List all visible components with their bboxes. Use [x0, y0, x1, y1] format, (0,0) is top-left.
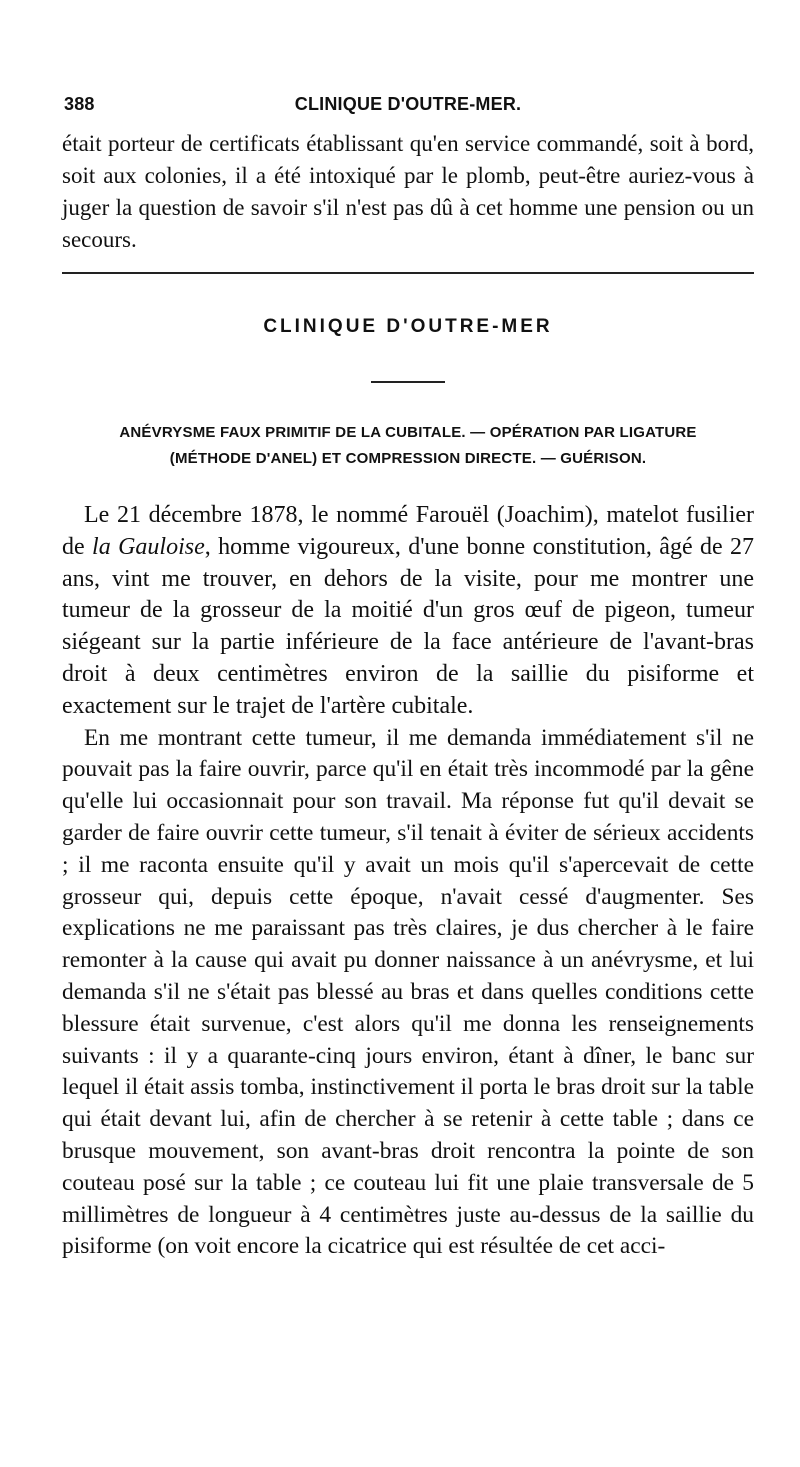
case-heading-line-2: (MÉTHODE D'ANEL) ET COMPRESSION DIRECTE. — GUÉRISON. [169, 450, 647, 467]
running-header [62, 92, 754, 120]
running-title: CLINIQUE D'OUTRE-MER. [294, 94, 522, 114]
intro-paragraph: était porteur de certificats établissant qu'en service commandé, soit à bord, soit aux colonies, il a été intoxiqué par le plomb, peut-être auriez-vous à juger la question de savoir s'il n'est pas dû à cet homme une pension ou un secours. [62, 131, 754, 252]
page-number: 388 [64, 94, 95, 114]
paragraph-1-text-b: , homme vigoureux, d'une bonne constitution, âgé de 27 ans, vint me trouver, en dehors de la visite, pour me montrer une tumeur de la grosseur de la moitié d'un gros œuf de pigeon, tumeur siégeant sur la partie inférieure de la face antérieure de l'avant-bras droit à deux centimètres environ de la saillie du pisiforme et exactement sur le trajet de l'artère cubitale. [62, 533, 755, 719]
title-underline [371, 381, 445, 383]
paragraph-1-text-a: Le 21 décembre 1878, le nommé Farouël (Joachim), matelot fusilier de [62, 502, 754, 560]
ship-name: la Gauloise [92, 533, 205, 560]
case-body [62, 500, 754, 1263]
case-heading-line-1: ANÉVRYSME FAUX PRIMITIF DE LA CUBITALE. — OPÉRATION PAR LIGATURE [119, 424, 697, 441]
section-title: CLINIQUE D'OUTRE-MER [263, 316, 553, 337]
book-page [62, 0, 754, 1467]
case-paragraph-1 [62, 500, 754, 723]
section-divider [62, 272, 754, 274]
case-paragraph-2: En me montrant cette tumeur, il me demanda immédiatement s'il ne pouvait pas la faire ouvrir, parce qu'il en était très incommodé par la gêne qu'elle lui occasionnait pour son travail. Ma réponse fut qu'il devait se garder de faire ouvrir cette tumeur, s'il tenait à éviter de sérieux accidents ; il me raconta ensuite qu'il y avait un mois qu'il s'apercevait de cette grosseur qui, depuis cette époque, n'avait cessé d'augmenter. Ses explications ne me paraissant pas très claires, je dus chercher à le faire remonter à la cause qui avait pu donner naissance à un anévrysme, et lui demanda s'il ne s'était pas blessé au bras et dans quelles conditions cette blessure était survenue, c'est alors qu'il me donna les renseignements suivants : il y a quarante-cinq jours environ, étant à dîner, le banc sur lequel il était assis tomba, instinctivement il porta le bras droit sur la table qui était devant lui, afin de chercher à se retenir à cette table ; dans ce brusque mouvement, son avant-bras droit rencontra la pointe de son couteau posé sur la table ; ce couteau lui fit une plaie transversale de 5 millimètres de longueur à 4 centimètres juste au-dessus de la saillie du pisiforme (on voit encore la cicatrice qui est résultée de cet acci- [62, 724, 754, 1260]
case-heading [62, 420, 754, 472]
